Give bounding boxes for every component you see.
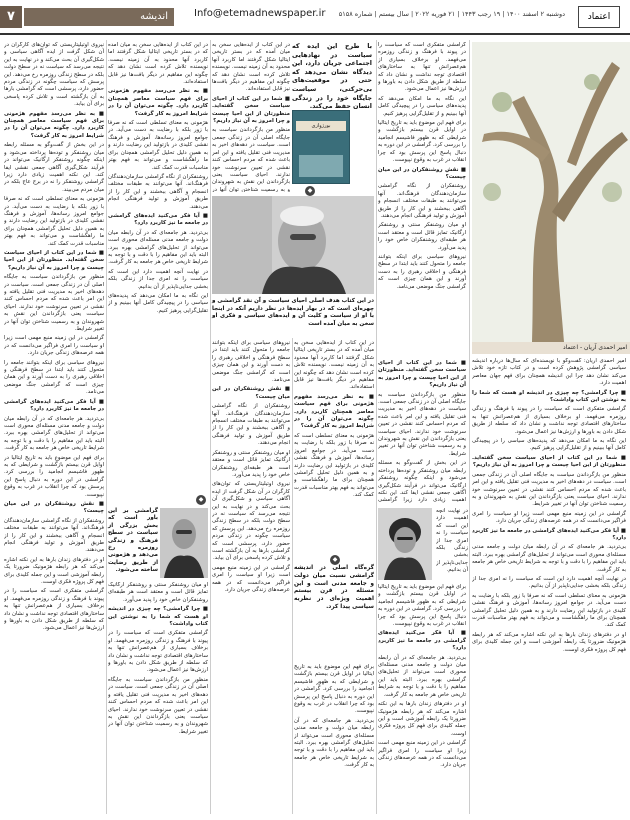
header-rule xyxy=(0,33,630,35)
paragraph: این نگاه به ما امکان می‌دهد که پدیده‌های سیاسی را در پیچیدگی کامل آنها ببینیم و از تقلیل‌گرایی پرهیز کنیم. xyxy=(472,438,626,452)
column-divider xyxy=(292,338,293,814)
question: ■ چرا گرامشی؟ چه چیزی در اندیشه او هست که شما را به نوشتن این کتاب واداشت؟ xyxy=(472,389,626,404)
paragraph: در نهایت آنچه اهمیت دارد این است که سیاست را نه امری جدا از زندگی بلکه بخشی جدایی‌ناپذیر از آن بدانیم. xyxy=(108,268,208,290)
paragraph: او میان روشنفکر سنتی و روشنفکر ارگانیک تمایز قائل است و معتقد است هر طبقه‌ای روشنفکران خاص خود را پدید می‌آورد. xyxy=(108,582,208,603)
tree-illustration xyxy=(472,42,630,342)
pull-quote: گرامشی بر این باور است که بخش بزرگی از سیاست در سطح فرهنگ و زندگی روزمره رخ می‌دهد و هژمونی از طریق رضایت ساخته می‌شود. xyxy=(108,508,158,574)
question: ■ شما در این کتاب از احیای سیاست سخن گفته‌اید. منظورتان از این احیا چیست و چرا امروز به آن نیاز داریم؟ xyxy=(472,454,626,469)
article-column-side-narrow xyxy=(436,508,468,582)
question: ■ به نظر می‌رسد مفهوم هژمونی برای فهم سیاست معاصر همچنان کاربرد دارد. چگونه می‌توان آن را در شرایط امروز به کار گرفت؟ xyxy=(294,393,374,430)
paragraph: گرامشی در این زمینه منبع مهمی است زیرا او سیاست را امری فراگیر می‌دانست که در همه عرصه‌های زندگی جریان دارد. xyxy=(378,740,466,769)
lead-paragraph: امیر احمدی آریان: گفت‌وگو با نویسنده‌ای که سال‌ها درباره اندیشه سیاسی گرامشی پژوهش کرده است و در کتاب تازه خود تلاش می‌کند نشان دهد چرا این اندیشه همچنان برای فهم جهان معاصر اهمیت دارد. xyxy=(472,358,626,387)
portrait-illustration xyxy=(378,508,432,580)
question: ■ نقش روشنفکران در این میان چیست؟ xyxy=(212,386,290,400)
paragraph: برای فهم این موضوع باید به تاریخ ایتالیا در اوایل قرن بیستم بازگشت و شرایطی که به ظهور فاشیسم انجامید را بررسی کرد. گرامشی در این دوره به دنبال پاسخ این پرسش بود که چرا انقلاب در غرب به وقوع نپیوست. xyxy=(4,454,104,498)
paragraph: او میان روشنفکر سنتی و روشنفکر ارگانیک تمایز قائل است و معتقد است هر طبقه‌ای روشنفکران خاص خود را پدید می‌آورد. xyxy=(212,449,290,478)
paragraph: گرامشی متفکری است که سیاست را در پیوند با فرهنگ و زندگی روزمره می‌فهمد. او برخلاف بسیاری از هم‌عصرانش تنها به ساختارهای اقتصادی توجه نداشت و نشان داد که سلطه از طریق شکل دادن به باورها و ارزش‌ها نیز اعمال می‌شود. xyxy=(108,630,208,674)
paragraph: بی‌تردید. هر جامعه‌ای که در آن رابطه میان دولت و جامعه مدنی مسئله‌ای محوری است می‌تواند از تحلیل‌های گرامشی بهره ببرد. البته باید این مفاهیم را با دقت و با توجه به شرایط تاریخی خاص هر جامعه به کار گرفت. xyxy=(4,415,104,452)
paragraph: روشنفکران از نگاه گرامشی سازمان‌دهندگان فرهنگ‌اند. آنها می‌توانند به طبقات مختلف انسجام و آگاهی ببخشند و این کار را از طریق آموزش و تولید فرهنگی انجام می‌دهند. xyxy=(212,403,290,447)
question: ■ آیا فکر می‌کنید ایده‌های گرامشی در جامعه ما نیز کاربرد دارد؟ xyxy=(4,398,104,413)
column-divider xyxy=(210,40,211,814)
question: ■ نقش روشنفکران در این میان چیست؟ xyxy=(4,500,104,515)
paragraph: گرامشی در این زمینه منبع مهمی است زیرا او سیاست را امری فراگیر می‌دانست که در همه عرصه‌های زندگی جریان دارد. xyxy=(472,510,626,525)
section-marker-icon: ◆ xyxy=(305,186,315,196)
section-marker-icon: ◆ xyxy=(330,555,340,565)
paragraph: منظور من بازگرداندن سیاست به جایگاه اصلی آن در زندگی جمعی است. سیاست در دهه‌های اخیر به مدیریت فنی تقلیل یافته و این امر باعث شده که مردم احساس کنند نقشی در تعیین سرنوشت خود ندارند. احیای سیاست یعنی بازگرداندن این نقش به شهروندان و به رسمیت شناختن توان آنها در تغییر شرایط. xyxy=(108,676,208,735)
paragraph: نیروهای سیاسی برای اینکه بتوانند جامعه را متحول کنند باید ابتدا در سطح فرهنگی و اخلاقی رهبری را به دست آورند و این همان چیزی است که گرامشی جنگ موضعی می‌نامد. xyxy=(4,359,104,396)
pull-quote: گره‌گاه اصلی در اندیشه گرامشی نسبت میان دولت و جامعه مدنی است و این مسئله در قرن بیستم اهمیت ویژه‌ای در نظریه سیاسی پیدا کرد. xyxy=(294,565,374,610)
tree-photo xyxy=(472,42,630,342)
article-column-left xyxy=(4,42,104,814)
section-marker-icon: ◆ xyxy=(196,495,206,505)
paragraph: گرامشی در این زمینه منبع مهمی است زیرا او سیاست را امری فراگیر می‌دانست که در همه عرصه‌های زندگی جریان دارد. xyxy=(212,564,290,593)
paragraph: این نگاه به ما امکان می‌دهد که پدیده‌های سیاسی را در پیچیدگی کامل آنها ببینیم و از تقلیل‌گرایی پرهیز کنیم. xyxy=(108,293,208,314)
paragraph: منظور من بازگرداندن سیاست به جایگاه اصلی آن در زندگی جمعی است. سیاست در دهه‌های اخیر به مدیریت فنی تقلیل یافته و این امر باعث شده که مردم احساس کنند نقشی در تعیین سرنوشت خود ندارند. احیای سیاست یعنی بازگرداندن این نقش به شهروندان و به رسمیت شناختن توان آنها در تغییر شرایط. xyxy=(4,274,104,333)
date-line: دوشنبه ۲ اسفند ۱۴۰۰ | ۱۹ رجب ۱۴۴۳ | ۲۱ فوریه ۲۰۲۲ | سال بیستم | شماره ۵۱۵۸ xyxy=(338,10,565,18)
paragraph: بی‌تردید. هر جامعه‌ای که در آن رابطه میان دولت و جامعه مدنی مسئله‌ای محوری است می‌تواند از تحلیل‌های گرامشی بهره ببرد. البته باید این مفاهیم را با دقت و با توجه به شرایط تاریخی خاص هر جامعه به کار گرفت. xyxy=(108,229,208,266)
paragraph: هژمونی به معنای تسلطی است که نه صرفا با زور بلکه با رضایت به دست می‌آید. در جوامع امروز رسانه‌ها، آموزش و فرهنگ نقشی کلیدی در بازتولید این رضایت دارند و به همین دلیل تحلیل گرامشی همچنان برای ما راهگشاست و می‌تواند به فهم بهتر مناسبات قدرت کمک کند. xyxy=(294,432,374,499)
paragraph: گرامشی در این زمینه منبع مهمی است زیرا او سیاست را امری فراگیر می‌دانست که در همه عرصه‌های زندگی جریان دارد. xyxy=(4,335,104,357)
portrait-illustration xyxy=(160,508,208,578)
pull-quote: با طرح این ایده که سیاست در نهادهایی اجتماعی جریان دارد، این دیدگاه نشان می‌دهد که حتی در موقعیت‌های بی‌حرکتی، سیاست جایگاه خود را در زندگی انسان حفظ می‌کند. xyxy=(292,42,372,111)
paragraph: منظور من بازگرداندن سیاست به جایگاه اصلی آن در زندگی جمعی است. سیاست در دهه‌های اخیر به مدیریت فنی تقلیل یافته و این امر باعث شده که مردم احساس کنند نقشی در تعیین سرنوشت خود ندارند. احیای سیاست یعنی بازگرداندن این نقش به شهروندان و به رسمیت شناختن توان آنها در تغییر شرایط. xyxy=(472,471,626,508)
question: ■ به نظر می‌رسد مفهوم هژمونی برای فهم سیاست معاصر همچنان کاربرد دارد. چگونه می‌توان آن را در شرایط امروز به کار گرفت؟ xyxy=(108,88,208,117)
section-title: اندیشه xyxy=(24,8,174,26)
paragraph: نیروهای سیاسی برای اینکه بتوانند جامعه را متحول کنند باید ابتدا در سطح فرهنگی و اخلاقی رهبری را به دست آورند و این همان چیزی است که گرامشی جنگ موضعی می‌نامد. xyxy=(378,253,466,290)
article-column-right xyxy=(472,358,626,813)
paragraph: منظور من بازگرداندن سیاست به جایگاه اصلی آن در زندگی جمعی است. سیاست در دهه‌های اخیر به مدیریت فنی تقلیل یافته و این امر باعث شده که مردم احساس کنند نقشی در تعیین سرنوشت خود ندارند. احیای سیاست یعنی بازگرداندن این نقش به شهروندان و به رسمیت شناختن توان آنها در تغییر شرایط. xyxy=(378,391,466,457)
paragraph: هژمونی به معنای تسلطی است که نه صرفا با زور بلکه با رضایت به دست می‌آید. در جوامع امروز رسانه‌ها، آموزش و فرهنگ نقشی کلیدی در بازتولید این رضایت دارند و به همین دلیل تحلیل گرامشی همچنان برای ما راهگشاست و می‌تواند به فهم بهتر مناسبات قدرت کمک کند. xyxy=(4,196,104,247)
paragraph: او در دفترهای زندان بارها به این نکته اشاره می‌کند که هر رابطه هژمونیک ضرورتا یک رابطه آموزشی است و این جمله کلیدی برای فهم کل پروژه فکری اوست. xyxy=(4,556,104,586)
paragraph: در این کتاب از ایده‌هایی سخن به میان آمده که در بستر تاریخی ایتالیا شکل گرفتند اما کاربرد آنها محدود به آن زمینه نیست. نویسنده تلاش کرده است نشان دهد که چگونه این مفاهیم در دیگر بافت‌ها نیز قابل استفاده‌اند. xyxy=(294,340,374,391)
article-column-right-top xyxy=(378,42,466,342)
page-number: ۷ xyxy=(0,6,22,28)
book-cover-art xyxy=(299,155,343,177)
page-header xyxy=(0,0,630,34)
paragraph: بی‌تردید. هر جامعه‌ای که در آن رابطه میان دولت و جامعه مدنی مسئله‌ای محوری است می‌تواند از تحلیل‌های گرامشی بهره ببرد. البته باید این مفاهیم را با دقت و با توجه به شرایط تاریخی خاص هر جامعه به کار گرفت. xyxy=(294,717,374,769)
question: ■ به نظر می‌رسد مفهوم هژمونی برای فهم سیاست معاصر همچنان کاربرد دارد. چگونه می‌توان آن را در شرایط امروز به کار گرفت؟ xyxy=(4,110,104,139)
column-divider xyxy=(469,40,470,814)
question: ■ آیا فکر می‌کنید ایده‌های گرامشی در جامعه ما نیز کاربرد دارد؟ xyxy=(378,630,466,652)
article-column-mid-left-top xyxy=(212,42,290,192)
photo-caption: در این کتاب هدف اصلی احیای سیاست و آن نقد گرامشی و چهره‌ای است که در بهار ایده‌ها در نظر داریم آنکه در اینجا با او از سیاست و کلیت آن و ایده‌های سیاسی و فکری او سخن به میان آمده است xyxy=(212,298,374,327)
article-column-mid-left xyxy=(212,340,290,814)
question: ■ شما در این کتاب از احیای سیاست سخن گفته‌اید. منظورتان از این احیا چیست و چرا امروز به آن نیاز داریم؟ xyxy=(212,95,290,125)
paragraph: هژمونی به معنای تسلطی است که نه صرفا با زور بلکه با رضایت به دست می‌آید. در جوامع امروز رسانه‌ها، آموزش و فرهنگ نقشی کلیدی در بازتولید این رضایت دارند و به همین دلیل تحلیل گرامشی همچنان برای ما راهگشاست و می‌تواند به فهم بهتر مناسبات قدرت کمک کند. xyxy=(472,592,626,629)
article-column-right-lower xyxy=(378,584,466,814)
article-column-mid xyxy=(294,340,374,560)
gramsci-portrait-photo xyxy=(378,508,432,580)
column-divider xyxy=(106,40,107,814)
paragraph: در نهایت آنچه اهمیت دارد این است که سیاست را نه امری جدا از زندگی بلکه بخشی جدایی‌ناپذیر از آن بدانیم. xyxy=(436,508,468,574)
paragraph: روشنفکران از نگاه گرامشی سازمان‌دهندگان فرهنگ‌اند. آنها می‌توانند به طبقات مختلف انسجام و آگاهی ببخشند و این کار را از طریق آموزش و تولید فرهنگی انجام می‌دهند. xyxy=(378,183,466,219)
newspaper-logo: اعتماد xyxy=(578,6,620,28)
column-divider xyxy=(376,40,377,814)
question: ■ آیا فکر می‌کنید ایده‌های گرامشی در جامعه ما نیز کاربرد دارد؟ xyxy=(472,527,626,541)
paragraph: بی‌تردید. هر جامعه‌ای که در آن رابطه میان دولت و جامعه مدنی مسئله‌ای محوری است می‌تواند از تحلیل‌های گرامشی بهره ببرد. البته باید این مفاهیم را با دقت و با توجه به شرایط تاریخی خاص هر جامعه به کار گرفت. xyxy=(378,654,466,698)
article-column-narrow xyxy=(352,110,374,190)
question: ■ شما در این کتاب از احیای سیاست سخن گفته‌اید. منظورتان از این احیا چیست و چرا امروز به آن نیاز داریم؟ xyxy=(4,249,104,271)
paragraph: برای فهم این موضوع باید به تاریخ ایتالیا در اوایل قرن بیستم بازگشت و شرایطی که به ظهور فاشیسم انجامید را بررسی کرد. گرامشی در این دوره به دنبال پاسخ این پرسش بود که چرا انقلاب در غرب به وقوع نپیوست. xyxy=(378,584,466,628)
portrait-illustration xyxy=(212,196,374,294)
paragraph: بی‌تردید. هر جامعه‌ای که در آن رابطه میان دولت و جامعه مدنی مسئله‌ای محوری است می‌تواند از تحلیل‌های گرامشی بهره ببرد. البته باید این مفاهیم را با دقت و با توجه به شرایط تاریخی خاص هر جامعه به کار گرفت. xyxy=(472,544,626,573)
paragraph: نیروی اوتیلیتاریستی که توان‌های کارگران در آن شکل گرفت از ایده آگاهی سیاسی و شکل‌گیری آن بحث می‌کند و در نهایت به این نتیجه می‌رسد که سیاست نه در سطح دولت بلکه در سطح زندگی روزمره رخ می‌دهد. این پرسش که سیاست چگونه در زندگی مردم حضور دارد، پرسشی است که گرامشی بارها به آن بازگشته است و تلاش کرده پاسخی برای آن بیابد. xyxy=(212,481,290,562)
paragraph: نیروی اوتیلیتاریستی که توان‌های کارگران در آن شکل گرفت از ایده آگاهی سیاسی و شکل‌گیری آن بحث می‌کند و در نهایت به این نتیجه می‌رسد که سیاست نه در سطح دولت بلکه در سطح زندگی روزمره رخ می‌دهد. این پرسش که سیاست چگونه در زندگی مردم حضور دارد، پرسشی است که گرامشی بارها به آن بازگشته است و تلاش کرده پاسخی برای آن بیابد. xyxy=(4,42,104,108)
question: ■ چرا گرامشی؟ چه چیزی در اندیشه او هست که شما را به نوشتن این کتاب واداشت؟ xyxy=(108,606,208,628)
paragraph: گرامشی متفکری است که سیاست را در پیوند با فرهنگ و زندگی روزمره می‌فهمد. او برخلاف بسیاری از هم‌عصرانش تنها به ساختارهای اقتصادی توجه نداشت و نشان داد که سلطه از طریق شکل دادن به باورها و ارزش‌ها نیز اعمال می‌شود. xyxy=(472,406,626,435)
paragraph: او در دفترهای زندان بارها به این نکته اشاره می‌کند که هر رابطه هژمونیک ضرورتا یک رابطه آموزشی است و این جمله کلیدی برای فهم کل پروژه فکری اوست. xyxy=(378,701,466,737)
paragraph: هژمونی به معنای تسلطی است که نه صرفا با زور بلکه با رضایت به دست می‌آید. در جوامع امروز رسانه‌ها، آموزش و فرهنگ نقشی کلیدی در بازتولید این رضایت دارند و به همین دلیل تحلیل گرامشی همچنان برای ما راهگشاست و می‌تواند به فهم بهتر مناسبات قدرت کمک کند. xyxy=(108,120,208,171)
article-column-mid-bottom xyxy=(294,664,374,814)
paragraph: در این کتاب از ایده‌هایی سخن به میان آمده که در بستر تاریخی ایتالیا شکل گرفتند اما کاربرد آنها محدود به آن زمینه نیست. نویسنده تلاش کرده است نشان دهد که چگونه این مفاهیم در دیگر بافت‌ها نیز قابل استفاده‌اند. xyxy=(108,42,208,86)
paragraph: گرامشی متفکری است که سیاست را در پیوند با فرهنگ و زندگی روزمره می‌فهمد. او برخلاف بسیاری از هم‌عصرانش تنها به ساختارهای اقتصادی توجه نداشت و نشان داد که سلطه از طریق شکل دادن به باورها و ارزش‌ها نیز اعمال می‌شود. xyxy=(378,42,466,93)
paragraph: نیروهای سیاسی برای اینکه بتوانند جامعه را متحول کنند باید ابتدا در سطح فرهنگی و اخلاقی رهبری را به دست آورند و این همان چیزی است که گرامشی جنگ موضعی می‌نامد. xyxy=(212,340,290,384)
paragraph: روشنفکران از نگاه گرامشی سازمان‌دهندگان فرهنگ‌اند. آنها می‌توانند به طبقات مختلف انسجام و آگاهی ببخشند و این کار را از طریق آموزش و تولید فرهنگی انجام می‌دهند. xyxy=(108,173,208,210)
paragraph: برای فهم این موضوع باید به تاریخ ایتالیا در اوایل قرن بیستم بازگشت و شرایطی که به ظهور فاشیسم انجامید را بررسی کرد. گرامشی در این دوره به دنبال پاسخ این پرسش بود که چرا انقلاب در غرب به وقوع نپیوست. xyxy=(378,120,466,164)
paragraph: او میان روشنفکر سنتی و روشنفکر ارگانیک تمایز قائل است و معتقد است هر طبقه‌ای روشنفکران خاص خود را پدید می‌آورد. xyxy=(378,222,466,251)
paragraph: در این کتاب از ایده‌هایی سخن به میان آمده که در بستر تاریخی ایتالیا شکل گرفتند اما کاربرد آنها محدود به آن زمینه نیست. نویسنده تلاش کرده است نشان دهد که چگونه این مفاهیم در دیگر بافت‌ها نیز قابل استفاده‌اند. xyxy=(212,42,290,93)
secondary-portrait-photo xyxy=(160,508,208,578)
email-address[interactable]: Info@etemadnewspaper.ir xyxy=(194,8,326,19)
article-column-left-2 xyxy=(108,42,208,502)
interviewee-photo xyxy=(212,196,374,294)
paragraph: در این بخش از گفت‌وگو به مسئله رابطه میان روشنفکر و توده‌ها پرداخته می‌شود و اینکه چگونه روشنفکر ارگانیک می‌تواند در فرآیند شکل‌گیری آگاهی جمعی نقشی ایفا کند. این نکته اهمیت زیادی دارد زیرا گرامشی روشنفکر را نه در برج عاج بلکه در میان مردم می‌بیند. xyxy=(4,142,104,193)
paragraph: برای فهم این موضوع باید به تاریخ ایتالیا در اوایل قرن بیستم بازگشت و شرایطی که به ظهور فاشیسم انجامید را بررسی کرد. گرامشی در این دوره به دنبال پاسخ این پرسش بود که چرا انقلاب در غرب به وقوع نپیوست. xyxy=(294,664,374,715)
paragraph: منظور من بازگرداندن سیاست به جایگاه اصلی آن در زندگی جمعی است. سیاست در دهه‌های اخیر به مدیریت فنی تقلیل یافته و این امر باعث شده که مردم احساس کنند نقشی در تعیین سرنوشت خود ندارند. احیای سیاست یعنی بازگرداندن این نقش به شهروندان و به رسمیت شناختن توان آنها در xyxy=(212,127,290,192)
article-column-left-2-bottom xyxy=(108,582,208,814)
paragraph: در این بخش از گفت‌وگو به مسئله رابطه میان روشنفکر و توده‌ها پرداخته می‌شود و اینکه چگونه روشنفکر ارگانیک می‌تواند در فرآیند شکل‌گیری آگاهی جمعی نقشی ایفا کند. این نکته اهمیت زیادی دارد زیرا گرامشی xyxy=(378,460,466,504)
article-column-right-mid xyxy=(378,360,466,504)
paragraph: او در دفترهای زندان بارها به این نکته اشاره می‌کند که هر رابطه هژمونیک ضرورتا یک رابطه آموزشی است و این جمله کلیدی برای فهم کل پروژه فکری اوست. xyxy=(472,631,626,653)
paragraph: روشنفکران از نگاه گرامشی سازمان‌دهندگان فرهنگ‌اند. آنها می‌توانند به طبقات مختلف انسجام و آگاهی ببخشند و این کار را از طریق آموزش و تولید فرهنگی انجام می‌دهند. xyxy=(4,517,104,554)
question: ■ آیا فکر می‌کنید ایده‌های گرامشی در جامعه ما نیز کاربرد دارد؟ xyxy=(108,212,208,227)
paragraph: این نگاه به ما امکان می‌دهد که پدیده‌های سیاسی را در پیچیدگی کامل آنها ببینیم و از تقلیل‌گرایی پرهیز کنیم. xyxy=(378,95,466,117)
book-title: بورژوازی xyxy=(296,121,346,131)
tree-photo-caption: امیر احمدی آریان - اعتماد xyxy=(472,342,630,354)
question: ■ شما در این کتاب از احیای سیاست سخن گفته‌اید. منظورتان از این احیا چیست و چرا امروز به آن نیاز داریم؟ xyxy=(378,360,466,389)
paragraph: در نهایت آنچه اهمیت دارد این است که سیاست را نه امری جدا از زندگی بلکه بخشی جدایی‌ناپذیر از آن بدانیم. xyxy=(472,575,626,590)
paragraph: گرامشی متفکری است که سیاست را در پیوند با فرهنگ و زندگی روزمره می‌فهمد. او برخلاف بسیاری از هم‌عصرانش تنها به ساختارهای اقتصادی توجه نداشت و نشان داد که سلطه از طریق شکل دادن به باورها و ارزش‌ها نیز اعمال می‌شود. xyxy=(4,588,104,632)
question: ■ نقش روشنفکران در این میان چیست؟ xyxy=(378,166,466,180)
book-cover xyxy=(292,110,350,184)
